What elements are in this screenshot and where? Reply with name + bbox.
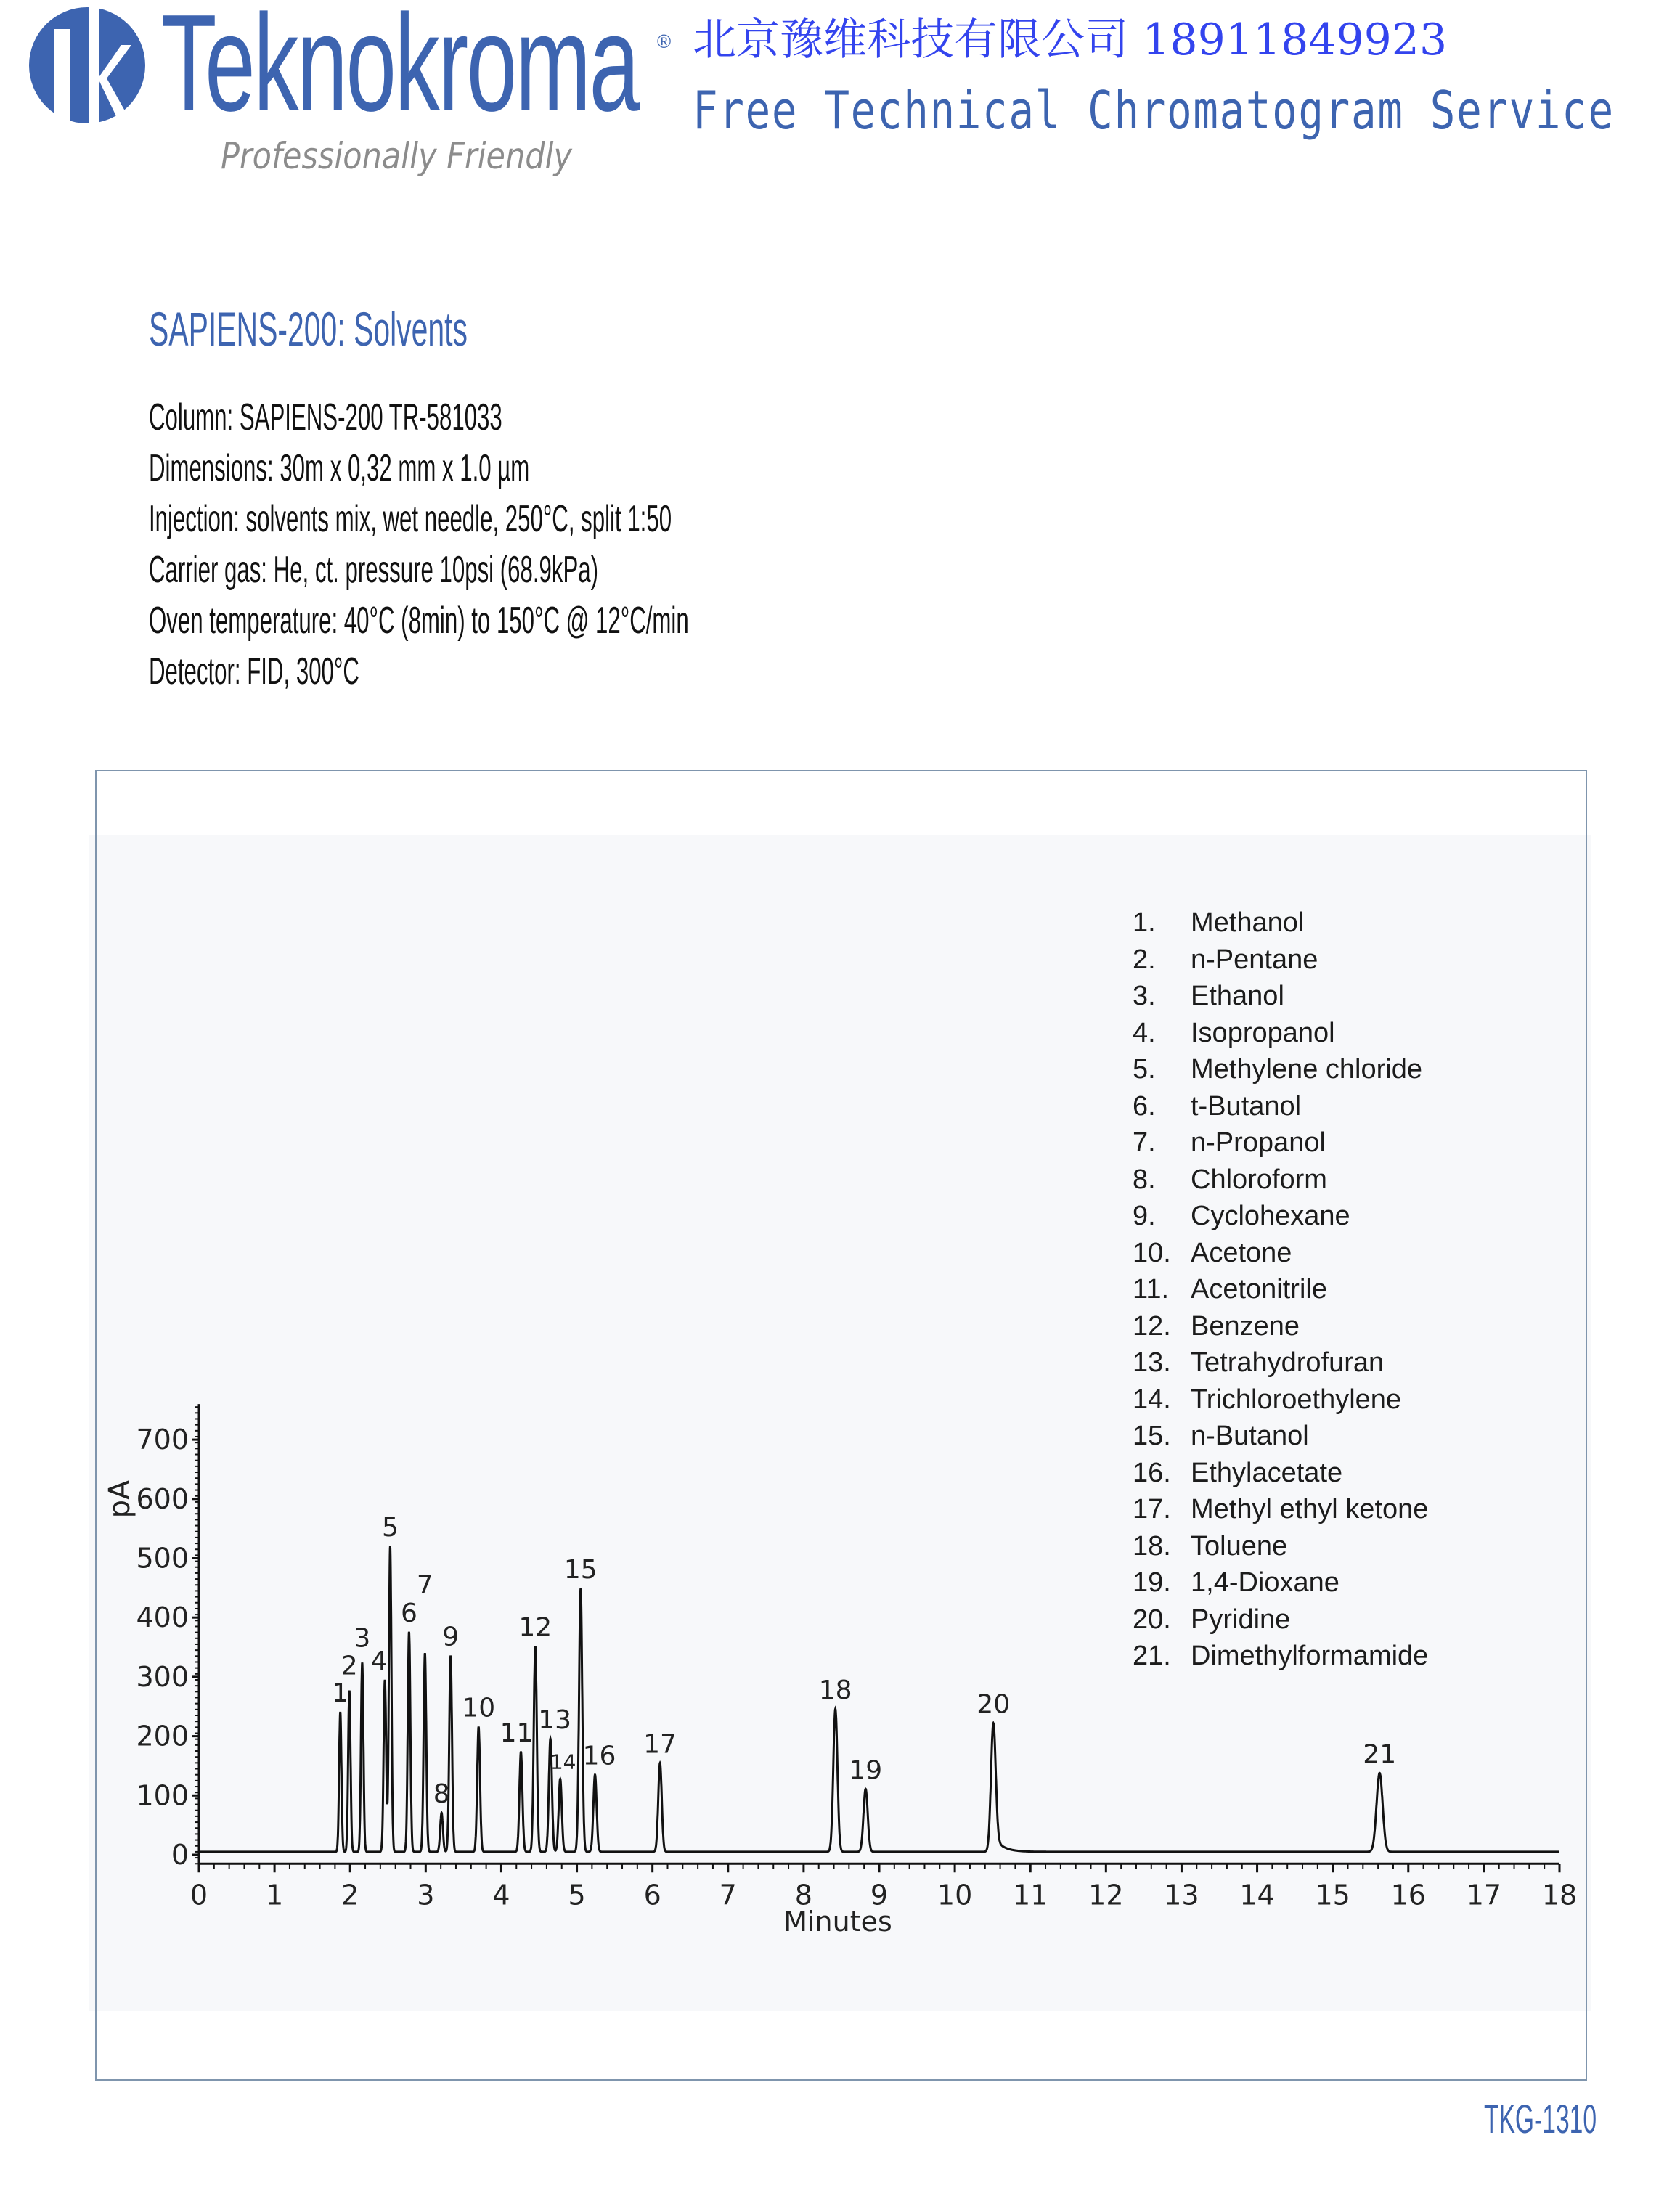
peak-label: 5 bbox=[381, 1513, 399, 1543]
legend-number: 15. bbox=[1133, 1421, 1171, 1451]
document-code: TKG-1310 bbox=[1484, 2096, 1597, 2142]
peak-label: 18 bbox=[818, 1675, 852, 1706]
brand-tagline: Professionally Friendly bbox=[221, 135, 572, 177]
legend-compound-name: n-Butanol bbox=[1191, 1421, 1309, 1451]
x-tick-label: 9 bbox=[870, 1879, 889, 1911]
legend-compound-name: Tetrahydrofuran bbox=[1191, 1347, 1385, 1378]
y-tick-label: 300 bbox=[136, 1660, 189, 1693]
x-tick-label: 14 bbox=[1239, 1879, 1275, 1911]
x-tick-label: 0 bbox=[189, 1879, 208, 1911]
legend-number: 2. bbox=[1133, 944, 1156, 975]
x-tick-label: 6 bbox=[643, 1879, 661, 1911]
spec-dimensions: Dimensions: 30m x 0,32 mm x 1.0 µm bbox=[149, 447, 530, 489]
y-tick-label: 200 bbox=[136, 1720, 189, 1752]
legend-compound-name: Methylene chloride bbox=[1191, 1054, 1422, 1085]
spec-injection: Injection: solvents mix, wet needle, 250°C, split 1:50 bbox=[149, 498, 672, 540]
x-tick-label: 2 bbox=[341, 1879, 359, 1911]
x-axis-label: Minutes bbox=[783, 1906, 892, 1938]
legend-compound-name: Acetone bbox=[1191, 1237, 1292, 1268]
legend-compound-name: Ethylacetate bbox=[1191, 1457, 1343, 1488]
y-tick-label: 0 bbox=[171, 1839, 189, 1871]
legend-number: 5. bbox=[1133, 1054, 1156, 1085]
legend-number: 16. bbox=[1133, 1457, 1171, 1488]
y-tick-label: 500 bbox=[136, 1542, 189, 1575]
watermark-text: 北京豫维科技有限公司 18911849923 bbox=[693, 15, 1448, 65]
legend-number: 20. bbox=[1133, 1604, 1171, 1635]
legend-number: 10. bbox=[1133, 1237, 1171, 1268]
x-tick-label: 11 bbox=[1013, 1879, 1048, 1911]
legend-number: 11. bbox=[1133, 1274, 1170, 1305]
x-tick-label: 17 bbox=[1466, 1879, 1502, 1911]
peak-label: 7 bbox=[416, 1570, 433, 1601]
legend-number: 9. bbox=[1133, 1201, 1156, 1231]
legend-number: 13. bbox=[1133, 1347, 1171, 1378]
peak-label: 11 bbox=[499, 1718, 534, 1748]
x-tick-label: 1 bbox=[266, 1879, 284, 1911]
peak-label: 16 bbox=[582, 1741, 616, 1771]
spec-column: Column: SAPIENS-200 TR-581033 bbox=[149, 396, 502, 438]
spec-carrier-gas: Carrier gas: He, ct. pressure 10psi (68.9kPa) bbox=[149, 549, 599, 591]
peak-label: 9 bbox=[442, 1622, 460, 1652]
peak-label: 19 bbox=[849, 1755, 883, 1786]
x-tick-label: 15 bbox=[1315, 1879, 1350, 1911]
x-tick-label: 13 bbox=[1164, 1879, 1199, 1911]
legend-compound-name: Pyridine bbox=[1191, 1604, 1291, 1635]
legend-number: 14. bbox=[1133, 1384, 1171, 1415]
peak-label: 14 bbox=[550, 1750, 576, 1774]
peak-label: 17 bbox=[643, 1729, 677, 1760]
legend-compound-name: Acetonitrile bbox=[1191, 1274, 1327, 1305]
legend-compound-name: n-Pentane bbox=[1191, 944, 1318, 975]
service-banner: Free Technical Chromatogram Service bbox=[693, 80, 1615, 141]
x-tick-label: 3 bbox=[417, 1879, 435, 1911]
x-tick-label: 4 bbox=[492, 1879, 510, 1911]
legend-compound-name: Methanol bbox=[1191, 907, 1305, 938]
legend-number: 17. bbox=[1133, 1494, 1171, 1524]
legend-number: 18. bbox=[1133, 1530, 1171, 1562]
peak-label: 12 bbox=[518, 1612, 552, 1643]
peak-label: 13 bbox=[538, 1705, 572, 1735]
y-axis-label: pA bbox=[103, 1479, 136, 1519]
brand-name: Teknokroma bbox=[161, 0, 638, 140]
legend-number: 6. bbox=[1133, 1090, 1156, 1122]
legend-compound-name: Cyclohexane bbox=[1191, 1201, 1350, 1231]
legend-compound-name: Benzene bbox=[1191, 1310, 1300, 1342]
legend-compound-name: Isopropanol bbox=[1191, 1017, 1335, 1048]
peak-label: 1 bbox=[332, 1678, 349, 1709]
legend-number: 21. bbox=[1133, 1641, 1171, 1671]
y-tick-label: 700 bbox=[136, 1424, 189, 1456]
legend-compound-name: Methyl ethyl ketone bbox=[1191, 1494, 1429, 1524]
legend-number: 12. bbox=[1133, 1310, 1171, 1342]
y-tick-label: 600 bbox=[136, 1482, 189, 1515]
peak-label: 21 bbox=[1363, 1739, 1397, 1770]
y-tick-label: 400 bbox=[136, 1601, 189, 1634]
peak-label: 2 bbox=[341, 1651, 358, 1681]
peak-label: 8 bbox=[433, 1779, 450, 1809]
x-tick-label: 7 bbox=[719, 1879, 737, 1911]
x-tick-label: 12 bbox=[1088, 1879, 1124, 1911]
legend-number: 7. bbox=[1133, 1127, 1156, 1158]
legend-number: 3. bbox=[1133, 981, 1156, 1011]
legend-compound-name: Dimethylformamide bbox=[1191, 1641, 1429, 1671]
x-tick-label: 10 bbox=[937, 1879, 973, 1911]
x-tick-label: 5 bbox=[568, 1879, 586, 1911]
legend-compound-name: Ethanol bbox=[1191, 981, 1284, 1011]
page-title: SAPIENS-200: Solvents bbox=[149, 302, 468, 356]
registered-mark: ® bbox=[657, 30, 672, 52]
peak-label: 10 bbox=[462, 1693, 496, 1723]
peak-label: 6 bbox=[400, 1598, 417, 1628]
legend-compound-name: t-Butanol bbox=[1191, 1090, 1302, 1122]
legend-number: 1. bbox=[1133, 907, 1156, 938]
legend-number: 8. bbox=[1133, 1164, 1156, 1195]
chromatogram-trace bbox=[199, 1546, 1559, 1852]
peak-label: 15 bbox=[563, 1555, 598, 1585]
peak-label: 3 bbox=[354, 1623, 371, 1654]
legend-number: 19. bbox=[1133, 1567, 1171, 1598]
peak-label: 20 bbox=[976, 1689, 1011, 1720]
spec-oven-temperature: Oven temperature: 40°C (8min) to 150°C @ 12°C/min bbox=[149, 600, 689, 642]
legend-compound-name: 1,4-Dioxane bbox=[1191, 1567, 1339, 1598]
legend-compound-name: Chloroform bbox=[1191, 1164, 1327, 1195]
y-tick-label: 100 bbox=[136, 1779, 189, 1812]
peak-label: 4 bbox=[370, 1646, 388, 1676]
legend-number: 4. bbox=[1133, 1017, 1156, 1048]
legend-compound-name: Toluene bbox=[1191, 1530, 1288, 1562]
spec-detector: Detector: FID, 300°C bbox=[149, 650, 359, 693]
legend-compound-name: Trichloroethylene bbox=[1191, 1384, 1402, 1415]
x-tick-label: 8 bbox=[794, 1879, 812, 1911]
x-tick-label: 18 bbox=[1541, 1879, 1578, 1911]
x-tick-label: 16 bbox=[1390, 1879, 1426, 1911]
legend-compound-name: n-Propanol bbox=[1191, 1127, 1326, 1158]
